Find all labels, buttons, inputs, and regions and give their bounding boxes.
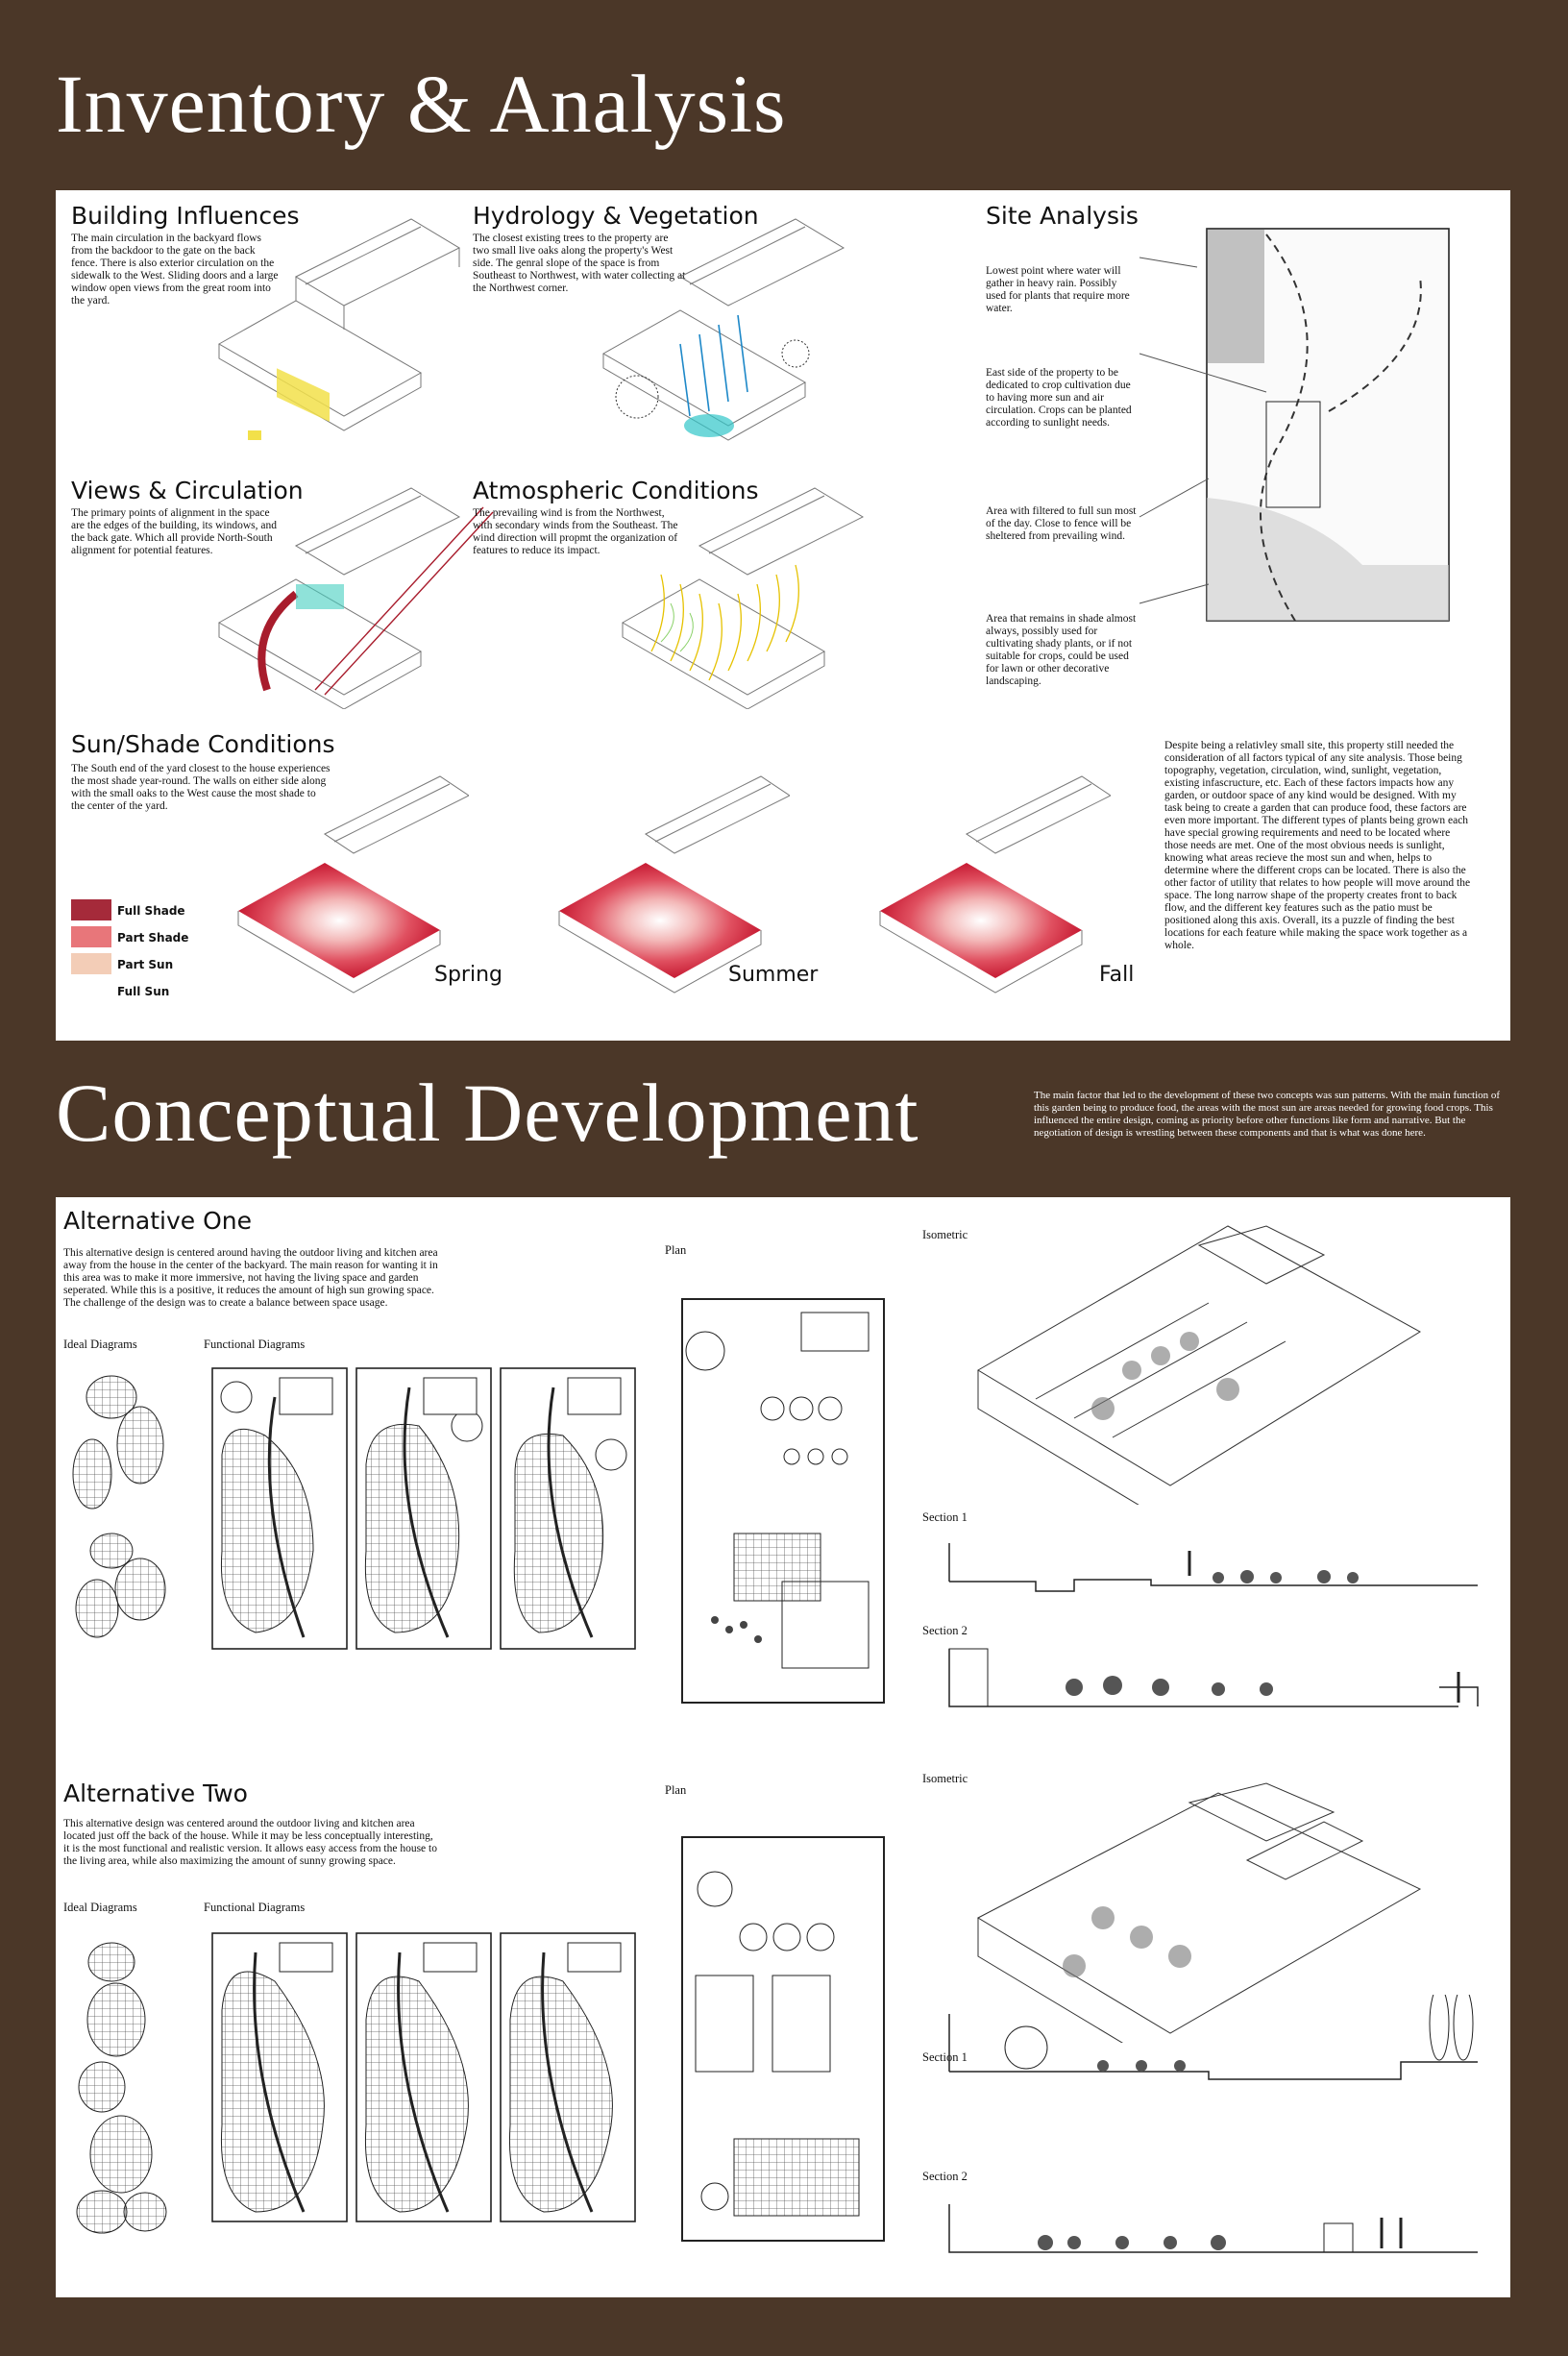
site-note-2: East side of the property to be dedicated to crop cultivation due to having more sun and air circulation. Crops can be planted according to sunlight needs. bbox=[986, 367, 1132, 429]
alt1-plan-label: Plan bbox=[665, 1243, 687, 1257]
functional-diagram-1 bbox=[212, 1368, 347, 1649]
hydrology-text: The closest existing trees to the property are two small live oaks along the property's West side. The genral slope of the space is from Southeast to Northwest, with water collecting at the Northwest corner. bbox=[473, 233, 686, 294]
alt2-plan-drawing bbox=[676, 1831, 890, 2254]
inventory-panel bbox=[56, 190, 1510, 1041]
circulation-arrow bbox=[261, 594, 296, 690]
hydrology-diagram bbox=[565, 209, 930, 459]
hydrology-heading: Hydrology & Vegetation bbox=[473, 202, 759, 230]
alt2-functional-label: Functional Diagrams bbox=[204, 1901, 306, 1914]
legend-swatch-part-sun bbox=[71, 953, 111, 974]
ideal-bubble-group bbox=[77, 1943, 166, 2233]
alt2-section1-label: Section 1 bbox=[922, 2050, 968, 2064]
legend-swatch-full-sun bbox=[71, 980, 111, 1001]
functional-diagram-3 bbox=[501, 1933, 635, 2221]
alt2-isometric-label: Isometric bbox=[922, 1772, 968, 1785]
site-analysis-plan bbox=[1113, 219, 1516, 632]
conceptual-intro: The main factor that led to the development of these two concepts was sun patterns. With the main function of this garden being to produce food, the areas with the most sun are areas needed for growing food crops. This influenced the entire design, coming as priority before other functions like form and narrative. But the negotiation of design is wrestling between these components and that is what was done here. bbox=[1034, 1090, 1501, 1139]
atmospheric-text: The prevailing wind is from the Northwest, with secondary winds from the Southeast. The wind direction will propmt the organization of features to reduce its impact. bbox=[473, 507, 678, 556]
alt1-functional-label: Functional Diagrams bbox=[204, 1338, 306, 1351]
alt1-text: This alternative design is centered around having the outdoor living and kitchen area away from the house in the center of the backyard. The main reason for wanting it in this area was to make it more immersive, not having the living space and garden seperated. While this is a positive, it reduces the amount of high sun growing space. The challenge of the design was to create a balance between space usage. bbox=[63, 1247, 438, 1309]
functional-diagram-3 bbox=[501, 1368, 635, 1649]
building-text: The main circulation in the backyard flows from the backdoor to the gate on the back fence. There is also exterior circulation on the sidewalk to the West. Sliding doors and a large window open views from the great room into the yard. bbox=[71, 233, 279, 307]
alt1-diagrams bbox=[63, 1359, 678, 1657]
legend-label-part-sun: Part Sun bbox=[117, 958, 174, 971]
sunshade-text: The South end of the yard closest to the house experiences the most shade year-round. The walls on either side along with the small oaks to the West cause the most shade to the center of the yard. bbox=[71, 763, 331, 812]
inventory-title: Inventory & Analysis bbox=[56, 58, 787, 150]
sun-diagram-fall bbox=[861, 767, 1111, 997]
functional-diagram-2 bbox=[356, 1933, 491, 2221]
low-point-stipple bbox=[1207, 229, 1264, 363]
legend-swatch-part-shade bbox=[71, 926, 111, 947]
alt1-section2-label: Section 2 bbox=[922, 1624, 968, 1637]
season-label-spring: Spring bbox=[434, 963, 502, 987]
legend-label-full-sun: Full Sun bbox=[117, 985, 170, 998]
alt2-ideal-label: Ideal Diagrams bbox=[63, 1901, 137, 1914]
building-gate-mark bbox=[248, 430, 261, 440]
sunshade-heading: Sun/Shade Conditions bbox=[71, 730, 335, 758]
views-diagram bbox=[152, 479, 507, 709]
alt2-diagrams bbox=[63, 1924, 678, 2241]
conceptual-panel bbox=[56, 1197, 1510, 2297]
functional-diagram-2 bbox=[356, 1368, 491, 1649]
oak-tree-icon bbox=[616, 376, 658, 418]
alt1-isometric-drawing bbox=[959, 1216, 1439, 1505]
views-heading: Views & Circulation bbox=[71, 477, 304, 504]
season-label-fall: Fall bbox=[1099, 963, 1135, 987]
season-label-summer: Summer bbox=[728, 963, 819, 987]
alt2-section2-drawing bbox=[940, 2175, 1497, 2281]
alt1-plan-drawing bbox=[676, 1293, 890, 1716]
ideal-bubble-group bbox=[73, 1376, 165, 1637]
alt2-section2-label: Section 2 bbox=[922, 2170, 968, 2183]
legend-label-full-shade: Full Shade bbox=[117, 904, 185, 918]
functional-diagram-1 bbox=[212, 1933, 347, 2221]
alt1-section1-drawing bbox=[940, 1524, 1497, 1616]
water-collection-mark bbox=[684, 414, 734, 437]
oak-tree-icon bbox=[782, 340, 809, 367]
atmospheric-diagram bbox=[594, 479, 901, 709]
building-diagram bbox=[200, 209, 488, 440]
alt1-heading: Alternative One bbox=[63, 1207, 253, 1235]
legend-swatch-full-shade bbox=[71, 899, 111, 920]
alt2-section1-drawing bbox=[940, 1995, 1497, 2100]
alt2-text: This alternative design was centered around the outdoor living and kitchen area located just off the back of the house. While it may be less conceptually interesting, it is the most functional and realistic version. It allows easy access from the house to the living area, while also maximizing the amount of sunny growing space. bbox=[63, 1818, 437, 1867]
building-circulation-mark bbox=[277, 368, 330, 422]
legend-label-part-shade: Part Shade bbox=[117, 931, 189, 945]
conceptual-title: Conceptual Development bbox=[56, 1067, 919, 1159]
alt1-ideal-label: Ideal Diagrams bbox=[63, 1338, 137, 1351]
alt1-section2-drawing bbox=[940, 1630, 1497, 1735]
site-note-1: Lowest point where water will gather in heavy rain. Possibly used for plants that require more water. bbox=[986, 265, 1130, 314]
site-note-3: Area with filtered to full sun most of the day. Close to fence will be sheltered from prevailing wind. bbox=[986, 505, 1137, 542]
view-cone-mark bbox=[296, 584, 344, 609]
building-heading: Building Influences bbox=[71, 202, 300, 230]
alt1-section1-label: Section 1 bbox=[922, 1510, 968, 1524]
site-analysis-heading: Site Analysis bbox=[986, 202, 1139, 230]
alt2-plan-label: Plan bbox=[665, 1783, 687, 1797]
site-note-4: Area that remains in shade almost always, possibly used for cultivating shady plants, or if not suitable for crops, could be used for lawn or other decorative landscaping. bbox=[986, 613, 1137, 687]
alt1-isometric-label: Isometric bbox=[922, 1228, 968, 1241]
views-text: The primary points of alignment in the space are the edges of the building, its windows, and the back gate. Which all provide North-South alignment for potential features. bbox=[71, 507, 277, 556]
alt2-heading: Alternative Two bbox=[63, 1779, 248, 1807]
atmospheric-heading: Atmospheric Conditions bbox=[473, 477, 759, 504]
sun-diagram-spring bbox=[219, 767, 469, 997]
site-summary: Despite being a relativley small site, this property still needed the consideration of all factors typical of any site analysis. Those being topography, vegetation, circulation, wind, sunlight, vegetation, existing infascructure, etc. Each of these factors impacts how any garden, or outdoor space of any kind would be designed. With my task being to create a garden that can produce food, these factors are even more important. The different types of plants being grown each have special growing requirements and need to be located where those needs are met. One of the most obvious needs is sunlight, knowing what areas recieve the most sun and when, helps to determine where the different crops can be located. There is also the other factor of utility that relates to how people will move around the space. The long narrow shape of the property creates front to back flow, and the different key features such as the patio must be positioned along this axis. Overall, its a puzzle of finding the best locations for each feature while making the space work together as a whole. bbox=[1164, 740, 1471, 951]
